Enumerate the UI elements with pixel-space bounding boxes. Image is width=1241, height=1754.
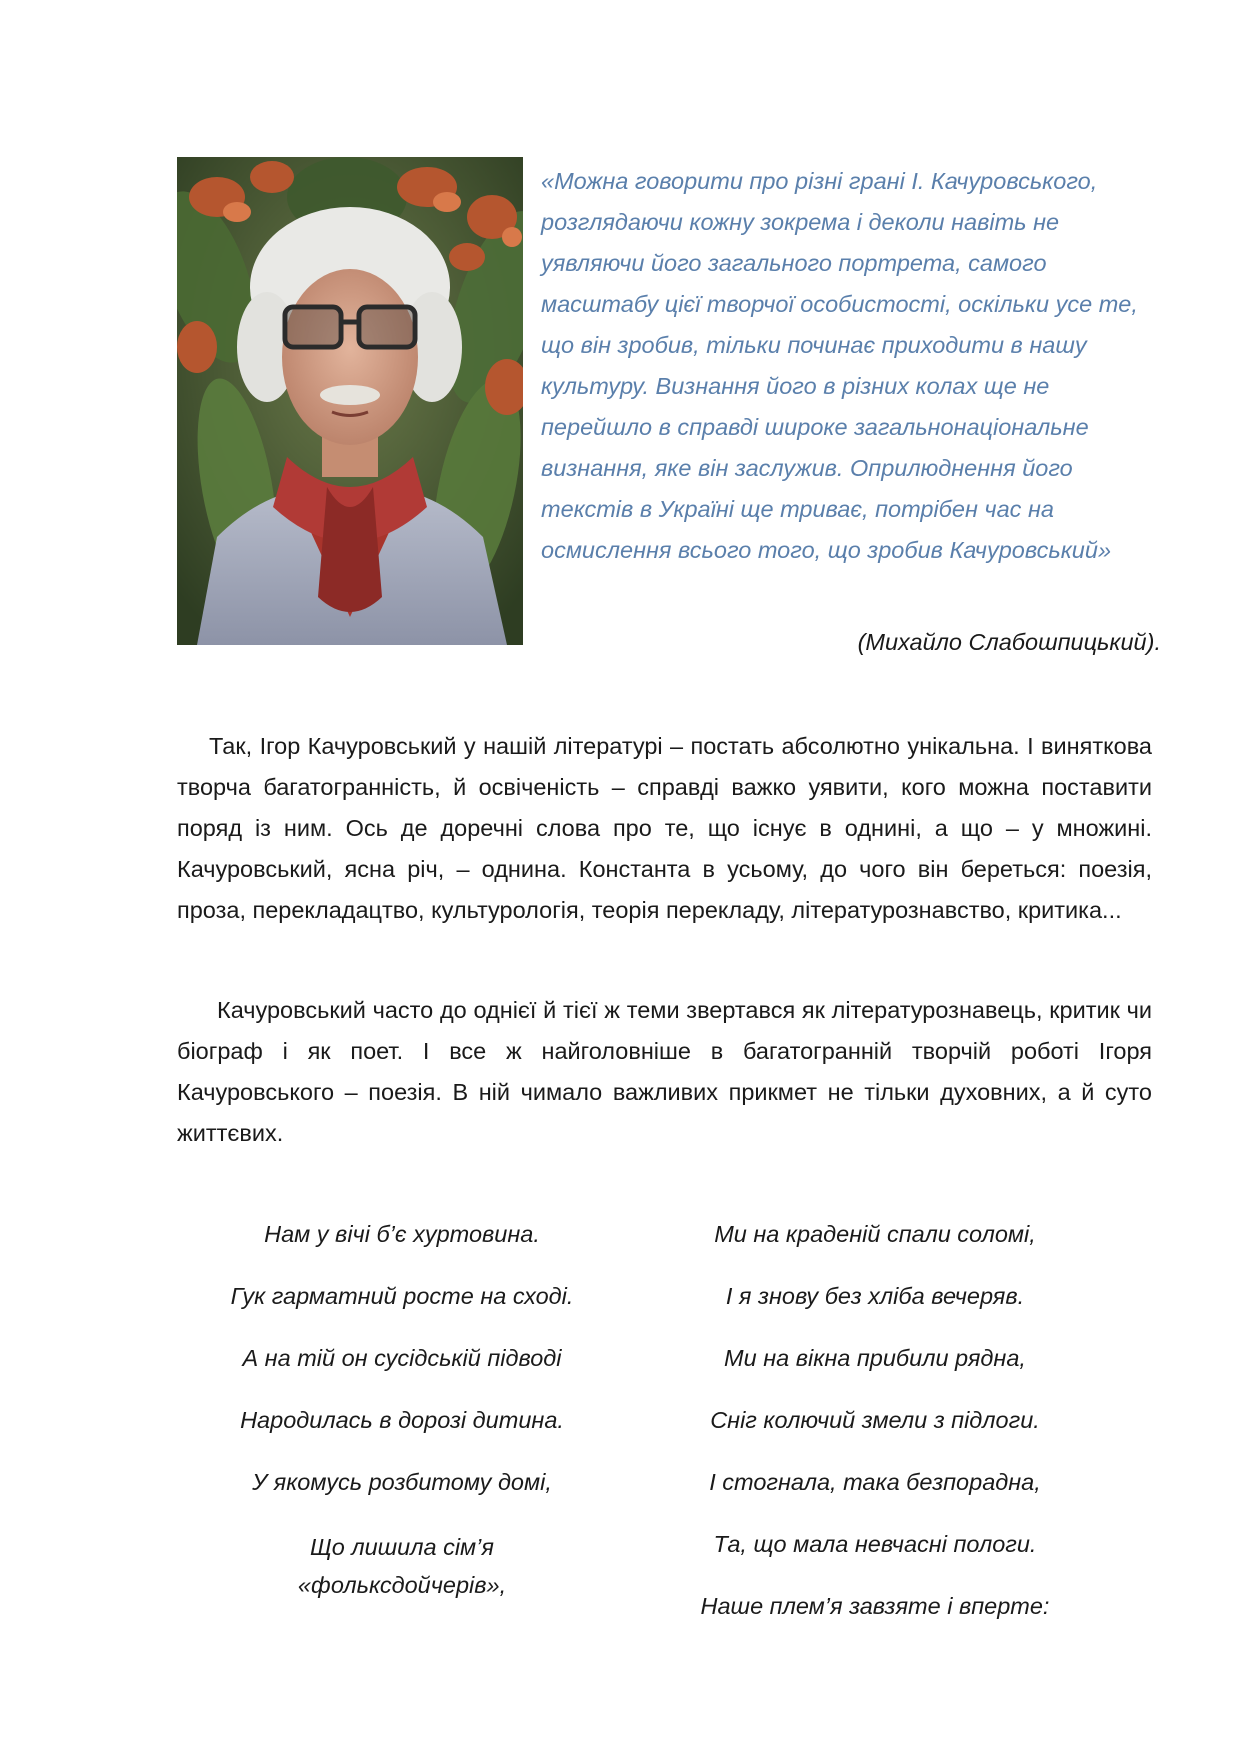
poem-line: Нам у вічі б’є хуртовина.	[264, 1221, 540, 1247]
poem-line: І стогнала, така безпорадна,	[709, 1469, 1041, 1495]
poem-line: І я знову без хліба вечеряв.	[725, 1283, 1025, 1309]
poem-line: Та, що мала невчасні пологи.	[713, 1531, 1037, 1557]
poem-line: Наше плем’я завзяте і вперте:	[700, 1593, 1050, 1619]
quote-attribution: (Михайло Слабошпицький).	[857, 629, 1161, 655]
body-paragraph-2: Качуровський часто до однієї й тієї ж теми звертався як літературознавець, критик чи біограф і як поет. І все ж найголовніше в багатогранній творчій роботі Ігоря Качуровського – поезія. В ній чимало важливих прикмет не тільки духовних, а й суто життєвих.	[177, 997, 1152, 1146]
portrait-photo-icon	[177, 157, 523, 645]
poem-line: Народилась в дорозі дитина.	[240, 1407, 564, 1433]
quote-text: «Можна говорити про різні грані І. Качуровського, розглядаючи кожну зокрема і деколи навіть не уявляючи його загального портрета, самого масштабу цієї творчої особистості, оскільки усе те, що він зробив, тільки починає приходити в нашу культуру. Визнання його в різних колах ще не перейшло в справді широке загальнонаціональне визнання, яке він заслужив. Оприлюднення його текстів в Україні ще триває, потрібен час на осмислення всього того, що зробив Качуровський»	[541, 168, 1138, 563]
poem-line: Ми на краденій спали соломі,	[714, 1221, 1036, 1247]
poem-line: Що лишила сім’я «фольксдойчерів»,	[297, 1534, 507, 1598]
poem-line: У якомусь розбитому домі,	[252, 1469, 552, 1495]
poem-line: Сніг колючий змели з підлоги.	[710, 1407, 1040, 1433]
body-paragraph-1: Так, Ігор Качуровський у нашій літературі – постать абсолютно унікальна. І виняткова творча багатогранність, й освіченість – справді важко уявити, кого можна поставити поряд із ним. Ось де доречні слова про те, що існує в однині, а що – у множині. Качуровський, ясна річ, – однина. Константа в усьому, до чого він береться: поезія, проза, перекладацтво, культурологія, теорія перекладу, літературознавство, критика...	[177, 733, 1152, 923]
poem-right-column	[640, 1218, 1110, 1652]
portrait-photo	[177, 157, 523, 645]
poem-line: Ми на вікна прибили рядна,	[724, 1345, 1026, 1371]
poem-line: Гук гарматний росте на сході.	[230, 1283, 574, 1309]
poem-line: А на тій он сусідській підводі	[242, 1345, 562, 1371]
poem-left-column	[167, 1218, 637, 1604]
